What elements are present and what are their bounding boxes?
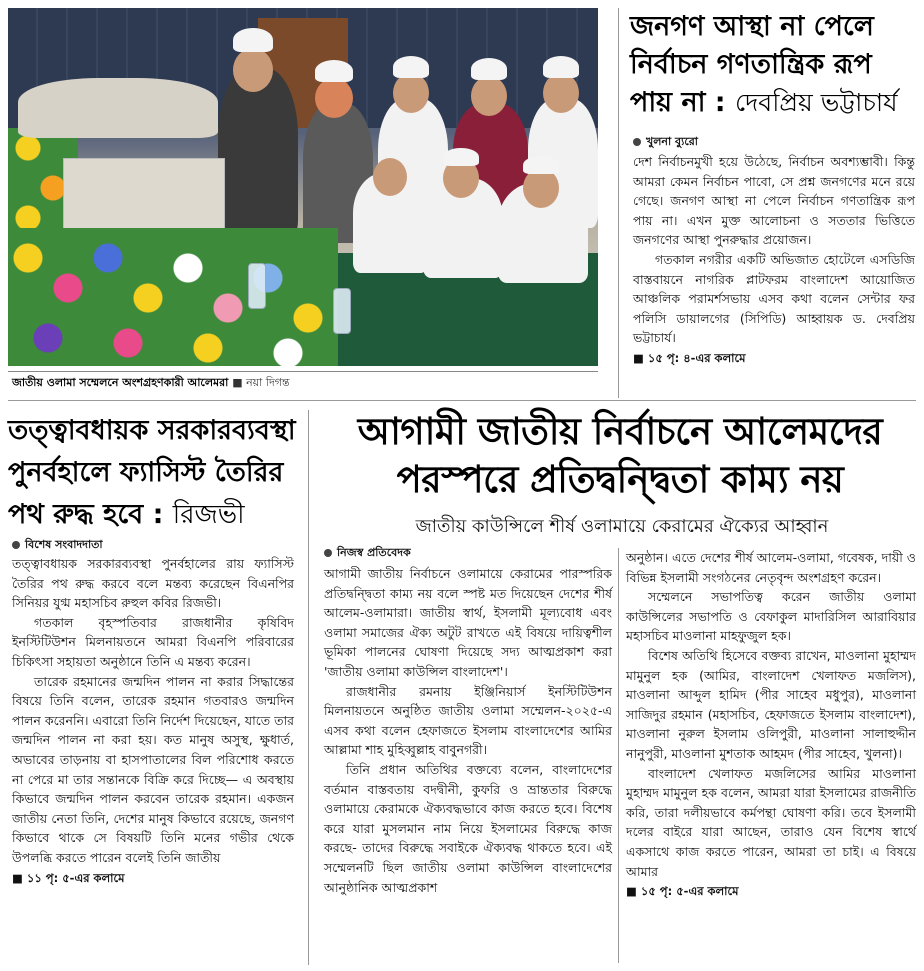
story2-paragraph: তত্ত্বাবধায়ক সরকারব্যবস্থা পুনর্বহালের রায় ফ্যাসিস্ট তৈরির পথ রুদ্ধ করবে বলে মন্তব্য করেছেন বিএনপির সিনিয়র যুগ্ম মহাসচিব রুহুল কবির রিজভী। (12, 556, 294, 611)
story3-byline-text: নিজস্ব প্রতিবেদক (337, 546, 411, 559)
story1-bureau-text: খুলনা ব্যুরো (646, 135, 698, 148)
photo-person-cap (471, 58, 507, 80)
photo-bottle (333, 288, 351, 334)
story3-paragraph: বাংলাদেশ খেলাফত মজলিসের আমির মাওলানা মুহাম্মদ মামুনুল হক বলেন, আমরা যারা ইসলামের রাজনীতি করি, তারা দলীয়ভাবে কর্মপন্থা ঘোষণা করি। তবে ইসলামী দলের বাইরে যারা আছেন, তারাও যেন বিশেষ স্বার্থে একসাথে কাজ করতে পারেন, আমরা তা চাই। এ বিষয়ে আমার (626, 765, 916, 879)
story2-jump[interactable]: ■ ১১ পৃ: ৫-এর কলামে (12, 870, 125, 885)
story1-speaker: দেবপ্রিয় ভট্টাচার্য (735, 88, 898, 117)
story3-paragraph: অনুষ্ঠান। এতে দেশের শীর্ষ আলেম-ওলামা, গবেষক, দায়ী ও বিভিন্ন ইসলামী সংগঠনের নেতৃবৃন্দ অংশগ্রহণ করেন। (626, 550, 916, 585)
photo-crowd (18, 78, 218, 138)
story3-byline (324, 544, 411, 563)
column-divider (308, 410, 309, 965)
photo-caption: জাতীয় ওলামা সম্মেলনে অংশগ্রহণকারী আলেমরা ■ নয়া দিগন্ত (12, 376, 290, 389)
bullet-icon (12, 541, 20, 549)
story3-column-2 (626, 548, 916, 902)
story1-paragraph: দেশ নির্বাচনমুখী হয়ে উঠেছে, নির্বাচন অবশ্যম্ভাবী। কিন্তু আমরা কেমন নির্বাচন পাবো, সে প্রশ্ন জনগণের মনে রয়ে গেছে। জনগণ আস্থা না পেলে নির্বাচন গণতান্ত্রিক রূপ পায় না। এখন মুক্ত আলোচনা ও সততার ভিত্তিতে জনগণের আস্থা পুনরুদ্ধার প্রয়োজন। (633, 154, 915, 248)
section-divider (8, 400, 916, 401)
story2-byline-text: বিশেষ সংবাদদাতা (25, 538, 103, 551)
story2-byline (12, 536, 103, 555)
photo-person-face (315, 78, 353, 118)
story3-column-1 (324, 564, 612, 897)
photo-seated-face (373, 158, 407, 196)
story3-paragraph: সম্মেলনে সভাপতিত্ব করেন জাতীয় ওলামা কাউন্সিলের সভাপতি ও বেফাকুল মাদারিসিল আরাবিয়ার মহাসচিব মাওলানা মাহফুজুল হক। (626, 589, 916, 644)
story2-paragraph: গতকাল বৃহস্পতিবার রাজধানীর কৃষিবিদ ইনস্টিটিউশন মিলনায়তনে আমরা বিএনপি পরিবারের চিকিৎসা সহায়তা অনুষ্ঠানে তিনি এ মন্তব্য করেন। (12, 614, 294, 669)
story3-headline-line2: পরস্পরে প্রতিদ্বন্দ্বিতা কাম্য নয় (396, 458, 844, 501)
photo-seated-cap (443, 148, 479, 166)
bullet-icon (324, 549, 332, 557)
story2-paragraph: তারেক রহমানের জন্মদিন পালন না করার সিদ্ধান্তের বিষয়ে তিনি বলেন, তারেক রহমান গতবারও জন্মদিন পালন করেননি। এবারো তিনি নির্দেশ দিয়েছেন, যাতে তার জন্মদিন পালন না করা হয়। কত মানুষ অসুস্থ, ক্ষুধার্ত, অভাবের তাড়নায় বা হাসপাতালের বিল পরিশোধ করতে না পেরে মা তার সন্তানকে বিক্রি করে দিচ্ছে— এ অবস্থায় কিভাবে জন্মদিন পালন করবেন তারেক রহমান। একজন জাতীয় নেতা তিনি, দেশের মানুষ কিভাবে রয়েছে, জনগণ কিভাবে থাকে সে বিষয়টি তিনি মনের গভীর থেকে উপলব্ধি করতে পারেন বলেই তিনি জাতীয় (12, 673, 294, 865)
photo-speaker (218, 68, 298, 238)
story3-headline (320, 408, 920, 504)
story1-body (633, 152, 915, 369)
news-photo (8, 8, 598, 366)
photo-person-cap (393, 56, 429, 78)
story1-paragraph: গতকাল নগরীর একটি অভিজাত হোটেলে এসডিজি বাস্তবায়নে নাগরিক প্লাটফরম বাংলাদেশ আয়োজিত আঞ্চলিক পরামর্শসভায় এসব কথা বলেন সেন্টার ফর পলিসি ডায়ালগের (সিপিডি) আহ্বায়ক ড. দেবপ্রিয় ভট্টাচার্য। (633, 251, 915, 346)
story2-headline-text: তত্ত্বাবধায়ক সরকারব্যবস্থা পুনর্বহালে ফ্যাসিস্ট তৈরির পথ রুদ্ধ হবে : (8, 415, 296, 530)
photo-person-face (393, 73, 429, 113)
story3-jump[interactable]: ■ ১৫ পৃ: ৫-এর কলামে (626, 884, 739, 899)
photo-person-face (543, 73, 579, 113)
column-divider (618, 548, 619, 963)
story3-paragraph: রাজধানীর রমনায় ইঞ্জিনিয়ার্স ইনস্টিটিউশন মিলনায়তনে অনুষ্ঠিত জাতীয় ওলামা সম্মেলন-২০২৫-এ এসব কথা বলেন হেফাজতে ইসলাম বাংলাদেশের আমির আল্লামা শাহ মুহিব্বুল্লাহ বাবুনগরী। (324, 683, 612, 758)
caption-divider (8, 371, 598, 372)
story2-headline (8, 410, 298, 536)
photo-bottle (248, 263, 266, 309)
photo-seated-face (523, 168, 559, 208)
story3-paragraph: বিশেষ অতিথি হিসেবে বক্তব্য রাখেন, মাওলানা মুহাম্মদ মামুনুল হক (আমির, বাংলাদেশ খেলাফত মজলিস), মাওলানা আব্দুল হামিদ (পীর সাহেব মধুপুর), মাওলানা সাজিদুর রহমান (মহাসচিব, হেফাজতে ইসলাম বাংলাদেশ), মাওলানা নুরুল ইসলাম ওলিপুরী, মাওলানা সালাহুদ্দীন নানুপুরী, মাওলানা মুশতাক আহমদ (পীর সাহেব, খুলনা)। (626, 647, 916, 761)
story1-jump[interactable]: ■ ১৫ পৃ: ৪-এর কলামে (633, 350, 746, 365)
story1-headline (630, 8, 916, 122)
photo-flowers (8, 228, 338, 366)
story1-headline-text: জনগণ আস্থা না পেলে নির্বাচন গণতান্ত্রিক রূপ পায় না : (630, 11, 874, 118)
photo-caption-text: জাতীয় ওলামা সম্মেলনে অংশগ্রহণকারী আলেমরা (12, 376, 229, 389)
story1-jump-text: ১৫ পৃ: ৪-এর কলামে (647, 350, 746, 365)
story3-subhead: জাতীয় কাউন্সিলে শীর্ষ ওলামায়ে কেরামের ঐক্যের আহ্বান (415, 516, 829, 537)
photo-speaker-face (233, 48, 273, 92)
photo-seated-cap (523, 156, 559, 174)
bullet-icon (633, 138, 641, 146)
photo-source: নয়া দিগন্ত (246, 376, 290, 389)
story3-paragraph: আগামী জাতীয় নির্বাচনে ওলামায়ে কেরামের পারস্পরিক প্রতিদ্বন্দ্বিতা কাম্য নয় বলে স্পষ্ট মত দিয়েছেন দেশের শীর্ষ আলেম-ওলামারা। জাতীয় স্বার্থ, ইসলামী মূল্যবোধ এবং ওলামা সমাজের ঐক্য অটুট রাখতে এই বিষয়ে দায়িত্বশীল ভূমিকা পালনের ঘোষণা দিয়েছে সদ্য আত্মপ্রকাশ করা 'জাতীয় ওলামা কাউন্সিল বাংলাদেশ'। (324, 566, 612, 679)
column-divider (618, 8, 619, 398)
story2-body (12, 554, 294, 888)
story2-speaker: রিজভী (172, 500, 245, 530)
story1-bureau (633, 133, 698, 152)
story3-jump-text: ১৫ পৃ: ৫-এর কলামে (640, 884, 739, 899)
story3-paragraph: তিনি প্রধান অতিথির বক্তব্যে বলেন, বাংলাদেশের বর্তমান বাস্তবতায় বদদ্বীনী, কুফরি ও ভ্রান্ততার বিরুদ্ধে ওলামায়ে কেরামকে ঐক্যবদ্ধভাবে কাজ করতে হবে। বিশেষ করে যারা মুসলমান নাম নিয়ে ইসলামের বিরুদ্ধে কাজ করছে- তাদের বিরুদ্ধে সবাইকে ঐক্যবদ্ধ থাকতে হবে। এই সম্মেলনটি ছিল জাতীয় ওলামা কাউন্সিল বাংলাদেশের আনুষ্ঠানিক আত্মপ্রকাশ (324, 761, 612, 895)
story2-jump-text: ১১ পৃ: ৫-এর কলামে (26, 870, 125, 885)
photo-person-face (471, 76, 507, 116)
photo-person-cap (543, 56, 579, 78)
photo-speaker-cap (233, 28, 273, 52)
story3-headline-line1: আগামী জাতীয় নির্বাচনে আলেমদের (357, 410, 883, 453)
photo-person-cap (315, 60, 353, 82)
